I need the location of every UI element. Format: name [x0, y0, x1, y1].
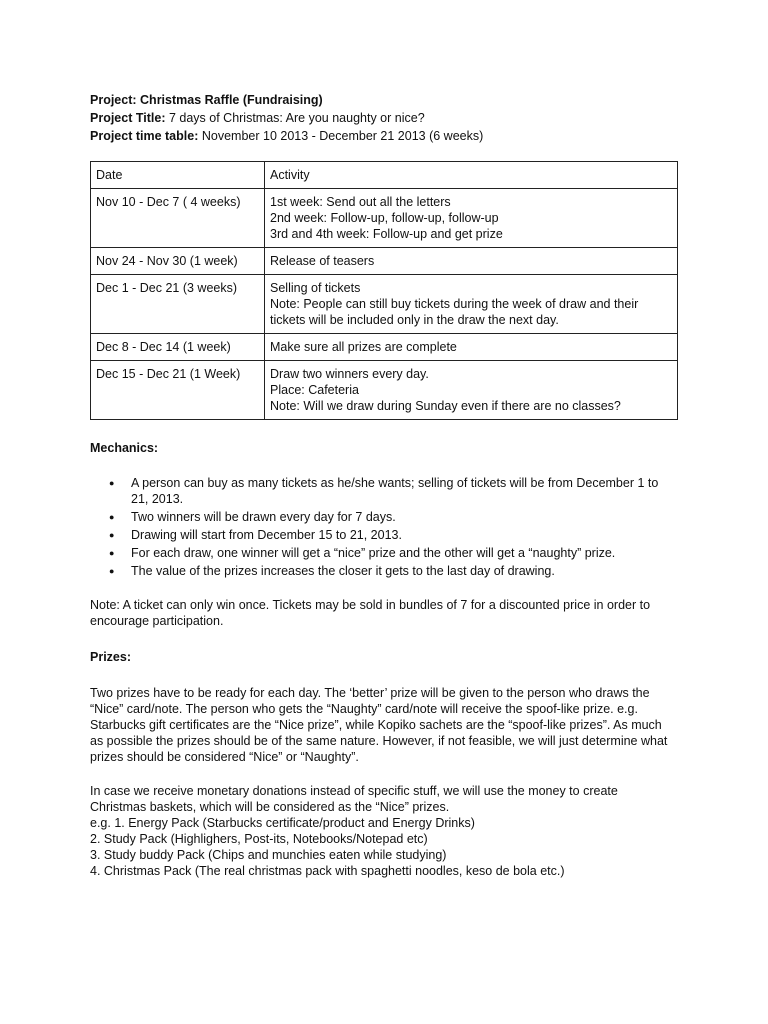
activity-line: 2nd week: Follow-up, follow-up, follow-up: [270, 211, 499, 225]
table-row: [91, 189, 678, 248]
activity-line: Note: People can still buy tickets during the week of draw and their: [270, 297, 639, 311]
header-date: Date: [91, 162, 265, 189]
row-activity: [265, 275, 678, 334]
activity-line: 1st week: Send out all the letters: [270, 195, 451, 209]
note-line: Note: A ticket can only win once. Tickets may be sold in bundles of 7 for a discounted price in order to: [90, 598, 651, 612]
paragraph-line: “Nice” card/note. The person who gets the “Naughty” card/note will receive the spoof-like prize. e.g.: [90, 702, 638, 716]
table-row: [91, 361, 678, 420]
schedule-table: [90, 161, 678, 420]
paragraph-line: Two prizes have to be ready for each day. The ‘better’ prize will be given to the person who draws the: [90, 686, 650, 700]
document-content: [90, 92, 678, 879]
list-item: [131, 545, 678, 561]
activity-line: tickets will be included only in the draw the next day.: [270, 313, 559, 327]
note-line: encourage participation.: [90, 614, 224, 628]
bullet-text: ● For each draw, one winner will get a “nice” prize and the other will get a “naughty” prize.: [131, 546, 616, 560]
list-item: [131, 509, 678, 525]
pack-item: 4. Christmas Pack (The real christmas pack with spaghetti noodles, keso de bola etc.): [90, 864, 565, 878]
project-title-label: Project Title:: [90, 111, 166, 125]
mechanics-note: [90, 597, 678, 629]
paragraph-line: Christmas baskets, which will be considered as the “Nice” prizes.: [90, 800, 450, 814]
activity-line: Selling of tickets: [270, 281, 361, 295]
list-item: [131, 527, 678, 543]
activity-line: Make sure all prizes are complete: [270, 340, 457, 354]
mechanics-list: [90, 475, 678, 579]
mechanics-heading: Mechanics:: [90, 441, 159, 455]
pack-item: e.g. 1. Energy Pack (Starbucks certificate/product and Energy Drinks): [90, 816, 475, 830]
bullet-text: ● A person can buy as many tickets as he/she wants; selling of tickets will be from December 1 to: [131, 476, 659, 490]
row-date: Dec 8 - Dec 14 (1 week): [91, 334, 265, 361]
prizes-heading: Prizes:: [90, 650, 131, 664]
bullet-text: 21, 2013.: [131, 492, 184, 506]
paragraph-line: prizes should be considered “Nice” or “Naughty”.: [90, 750, 359, 764]
activity-line: Release of teasers: [270, 254, 375, 268]
row-activity: [265, 334, 678, 361]
list-item: [131, 563, 678, 579]
paragraph-line: In case we receive monetary donations instead of specific stuff, we will use the money to create: [90, 784, 618, 798]
activity-line: Draw two winners every day.: [270, 367, 429, 381]
bullet-text: ● Two winners will be drawn every day for 7 days.: [131, 510, 396, 524]
timetable-line: [90, 128, 678, 144]
donations-paragraph: [90, 783, 678, 879]
table-row: [91, 248, 678, 275]
list-item: [131, 475, 678, 507]
project-line: [90, 92, 678, 108]
table-header-row: [91, 162, 678, 189]
project-title-value: 7 days of Christmas: Are you naughty or nice?: [168, 111, 425, 125]
activity-line: Note: Will we draw during Sunday even if there are no classes?: [270, 399, 621, 413]
activity-line: Place: Cafeteria: [270, 383, 359, 397]
project-value: Christmas Raffle (Fundraising): [140, 93, 323, 107]
table-row: [91, 275, 678, 334]
row-activity: [265, 248, 678, 275]
project-title-line: [90, 110, 678, 126]
paragraph-line: Starbucks gift certificates are the “Nice prize”, while Kopiko sachets are the “spoof-like prizes”. As much: [90, 718, 662, 732]
row-date: Dec 15 - Dec 21 (1 Week): [91, 361, 265, 420]
activity-line: 3rd and 4th week: Follow-up and get prize: [270, 227, 503, 241]
row-date: Nov 24 - Nov 30 (1 week): [91, 248, 265, 275]
row-activity: [265, 361, 678, 420]
row-date: Dec 1 - Dec 21 (3 weeks): [91, 275, 265, 334]
prizes-paragraph: [90, 685, 678, 765]
pack-item: 3. Study buddy Pack (Chips and munchies eaten while studying): [90, 848, 447, 862]
paragraph-line: as possible the prizes should be of the same nature. However, if not feasible, we will just determine what: [90, 734, 668, 748]
timetable-label: Project time table:: [90, 129, 199, 143]
table-row: [91, 334, 678, 361]
bullet-text: ● The value of the prizes increases the closer it gets to the last day of drawing.: [131, 564, 555, 578]
row-date: Nov 10 - Dec 7 ( 4 weeks): [91, 189, 265, 248]
pack-item: 2. Study Pack (Highlighers, Post-its, Notebooks/Notepad etc): [90, 832, 428, 846]
project-label: Project:: [90, 93, 137, 107]
bullet-text: ● Drawing will start from December 15 to 21, 2013.: [131, 528, 402, 542]
row-activity: [265, 189, 678, 248]
header-activity: Activity: [265, 162, 678, 189]
timetable-value: November 10 2013 - December 21 2013 (6 weeks): [201, 129, 484, 143]
